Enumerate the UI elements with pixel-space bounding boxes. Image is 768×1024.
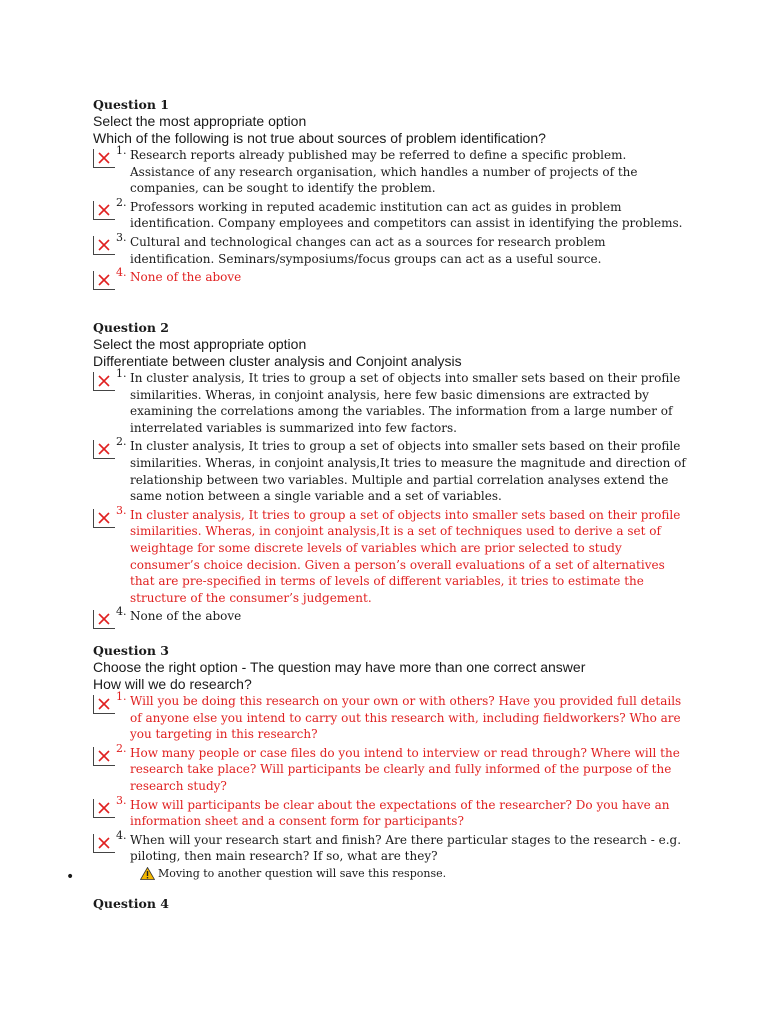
option-list bbox=[93, 690, 693, 865]
question-3 bbox=[93, 643, 693, 867]
option-number: 4. bbox=[116, 605, 127, 619]
option-number: 3. bbox=[116, 793, 127, 807]
option-number: 2. bbox=[116, 435, 127, 449]
warning-icon bbox=[140, 867, 155, 880]
answer-option[interactable] bbox=[93, 503, 693, 607]
option-text: None of the above bbox=[130, 270, 242, 285]
incorrect-mark-icon bbox=[93, 440, 115, 459]
question-title: Question 1 bbox=[93, 97, 169, 112]
option-number: 3. bbox=[116, 503, 127, 517]
answer-option[interactable] bbox=[93, 367, 693, 436]
question-title: Question 3 bbox=[93, 643, 169, 658]
option-number: 2. bbox=[116, 741, 127, 755]
question-instruction: Select the most appropriate option bbox=[93, 113, 307, 129]
question-4-title: Question 4 bbox=[93, 896, 169, 911]
question-text: Which of the following is not true about sources of problem identification? bbox=[93, 129, 546, 146]
answer-option[interactable] bbox=[93, 828, 693, 865]
question-text: How will we do research? bbox=[93, 675, 252, 692]
incorrect-mark-icon bbox=[93, 509, 115, 528]
option-text: When will your research start and finish? Are there particular stages to the research - e.g. piloting, then main research? If so, what are they? bbox=[130, 832, 682, 864]
option-number: 1. bbox=[116, 144, 127, 157]
option-text: Research reports already published may be referred to define a specific problem. Assistance of any research organisation, which handles a number of projects of the companies, can be sought to identify the problem. bbox=[130, 148, 638, 196]
option-list bbox=[93, 367, 693, 625]
option-text: Will you be doing this research on your own or with others? Have you provided full details of anyone else you intend to carry out this research with, including fieldworkers? Who are you targeting in this research? bbox=[130, 694, 682, 742]
incorrect-mark-icon bbox=[93, 372, 115, 391]
answer-option[interactable] bbox=[93, 605, 693, 625]
incorrect-mark-icon bbox=[93, 799, 115, 818]
answer-option[interactable] bbox=[93, 741, 693, 795]
answer-option[interactable] bbox=[93, 230, 693, 267]
option-text: In cluster analysis, It tries to group a set of objects into smaller sets based on their profile similarities. Wheras, in conjoint analysis, here few basic dimensions are extracted by examining the correlations among the variables. The information from a large number of interrelated variables is summarized into few factors. bbox=[130, 371, 681, 435]
option-text: In cluster analysis, It tries to group a set of objects into smaller sets based on their profile similarities. Wheras, in conjoint analysis,It tries to measure the magnitude and direction of relationship between two variables. Multiple and partial correlation analyses extend the same notion between a single variable and a set of variables. bbox=[130, 439, 686, 504]
option-number: 1. bbox=[116, 690, 127, 703]
question-instruction: Choose the right option - The question may have more than one correct answer bbox=[93, 659, 586, 675]
option-text: Cultural and technological changes can act as a sources for research problem identification. Seminars/symposiums/focus groups can act as a useful source. bbox=[130, 234, 606, 266]
answer-option[interactable] bbox=[93, 435, 693, 504]
answer-option[interactable] bbox=[93, 793, 693, 830]
option-text: Professors working in reputed academic institution can act as guides in problem identification. Company employees and competitors can assist in identifying the problems. bbox=[130, 199, 683, 231]
option-number: 3. bbox=[116, 230, 127, 244]
incorrect-mark-icon bbox=[93, 747, 115, 766]
question-text: Differentiate between cluster analysis and Conjoint analysis bbox=[93, 352, 462, 369]
option-list bbox=[93, 144, 693, 286]
answer-option[interactable] bbox=[93, 195, 693, 232]
question-1 bbox=[93, 97, 693, 288]
incorrect-mark-icon bbox=[93, 201, 115, 220]
option-text: None of the above bbox=[130, 609, 242, 624]
incorrect-mark-icon bbox=[93, 271, 115, 290]
option-text: How will participants be clear about the expectations of the researcher? Do you have an information sheet and a consent form for participants? bbox=[130, 797, 670, 829]
option-number: 4. bbox=[116, 266, 127, 280]
list-bullet: • bbox=[66, 869, 75, 885]
option-text: In cluster analysis, It tries to group a set of objects into smaller sets based on their profile similarities. Wheras, in conjoint analysis,It is a set of techniques used to derive a set of weightage for some discrete levels of variables which are prior selected to study consumer’s choice decision. Given a person’s overall evaluations of a set of alternatives that are pre-specified in terms of levels of different variables, it tries to estimate the structure of the consumer’s judgement. bbox=[130, 507, 681, 605]
answer-option[interactable] bbox=[93, 144, 693, 197]
incorrect-mark-icon bbox=[93, 236, 115, 255]
answer-option[interactable] bbox=[93, 690, 693, 743]
question-title: Question 2 bbox=[93, 320, 169, 335]
question-instruction: Select the most appropriate option bbox=[93, 336, 307, 352]
save-notice bbox=[140, 867, 446, 880]
incorrect-mark-icon bbox=[93, 610, 115, 629]
answer-option[interactable] bbox=[93, 266, 693, 286]
incorrect-mark-icon bbox=[93, 149, 115, 168]
option-number: 4. bbox=[116, 828, 127, 842]
incorrect-mark-icon bbox=[93, 695, 115, 714]
option-text: How many people or case files do you intend to interview or read through? Where will the research take place? Will participants be clearly and fully informed of the purpose of the research study? bbox=[130, 745, 680, 793]
incorrect-mark-icon bbox=[93, 834, 115, 853]
option-number: 2. bbox=[116, 195, 127, 209]
option-number: 1. bbox=[116, 367, 127, 380]
question-2 bbox=[93, 320, 693, 627]
save-notice-text: Moving to another question will save this response. bbox=[158, 867, 447, 880]
